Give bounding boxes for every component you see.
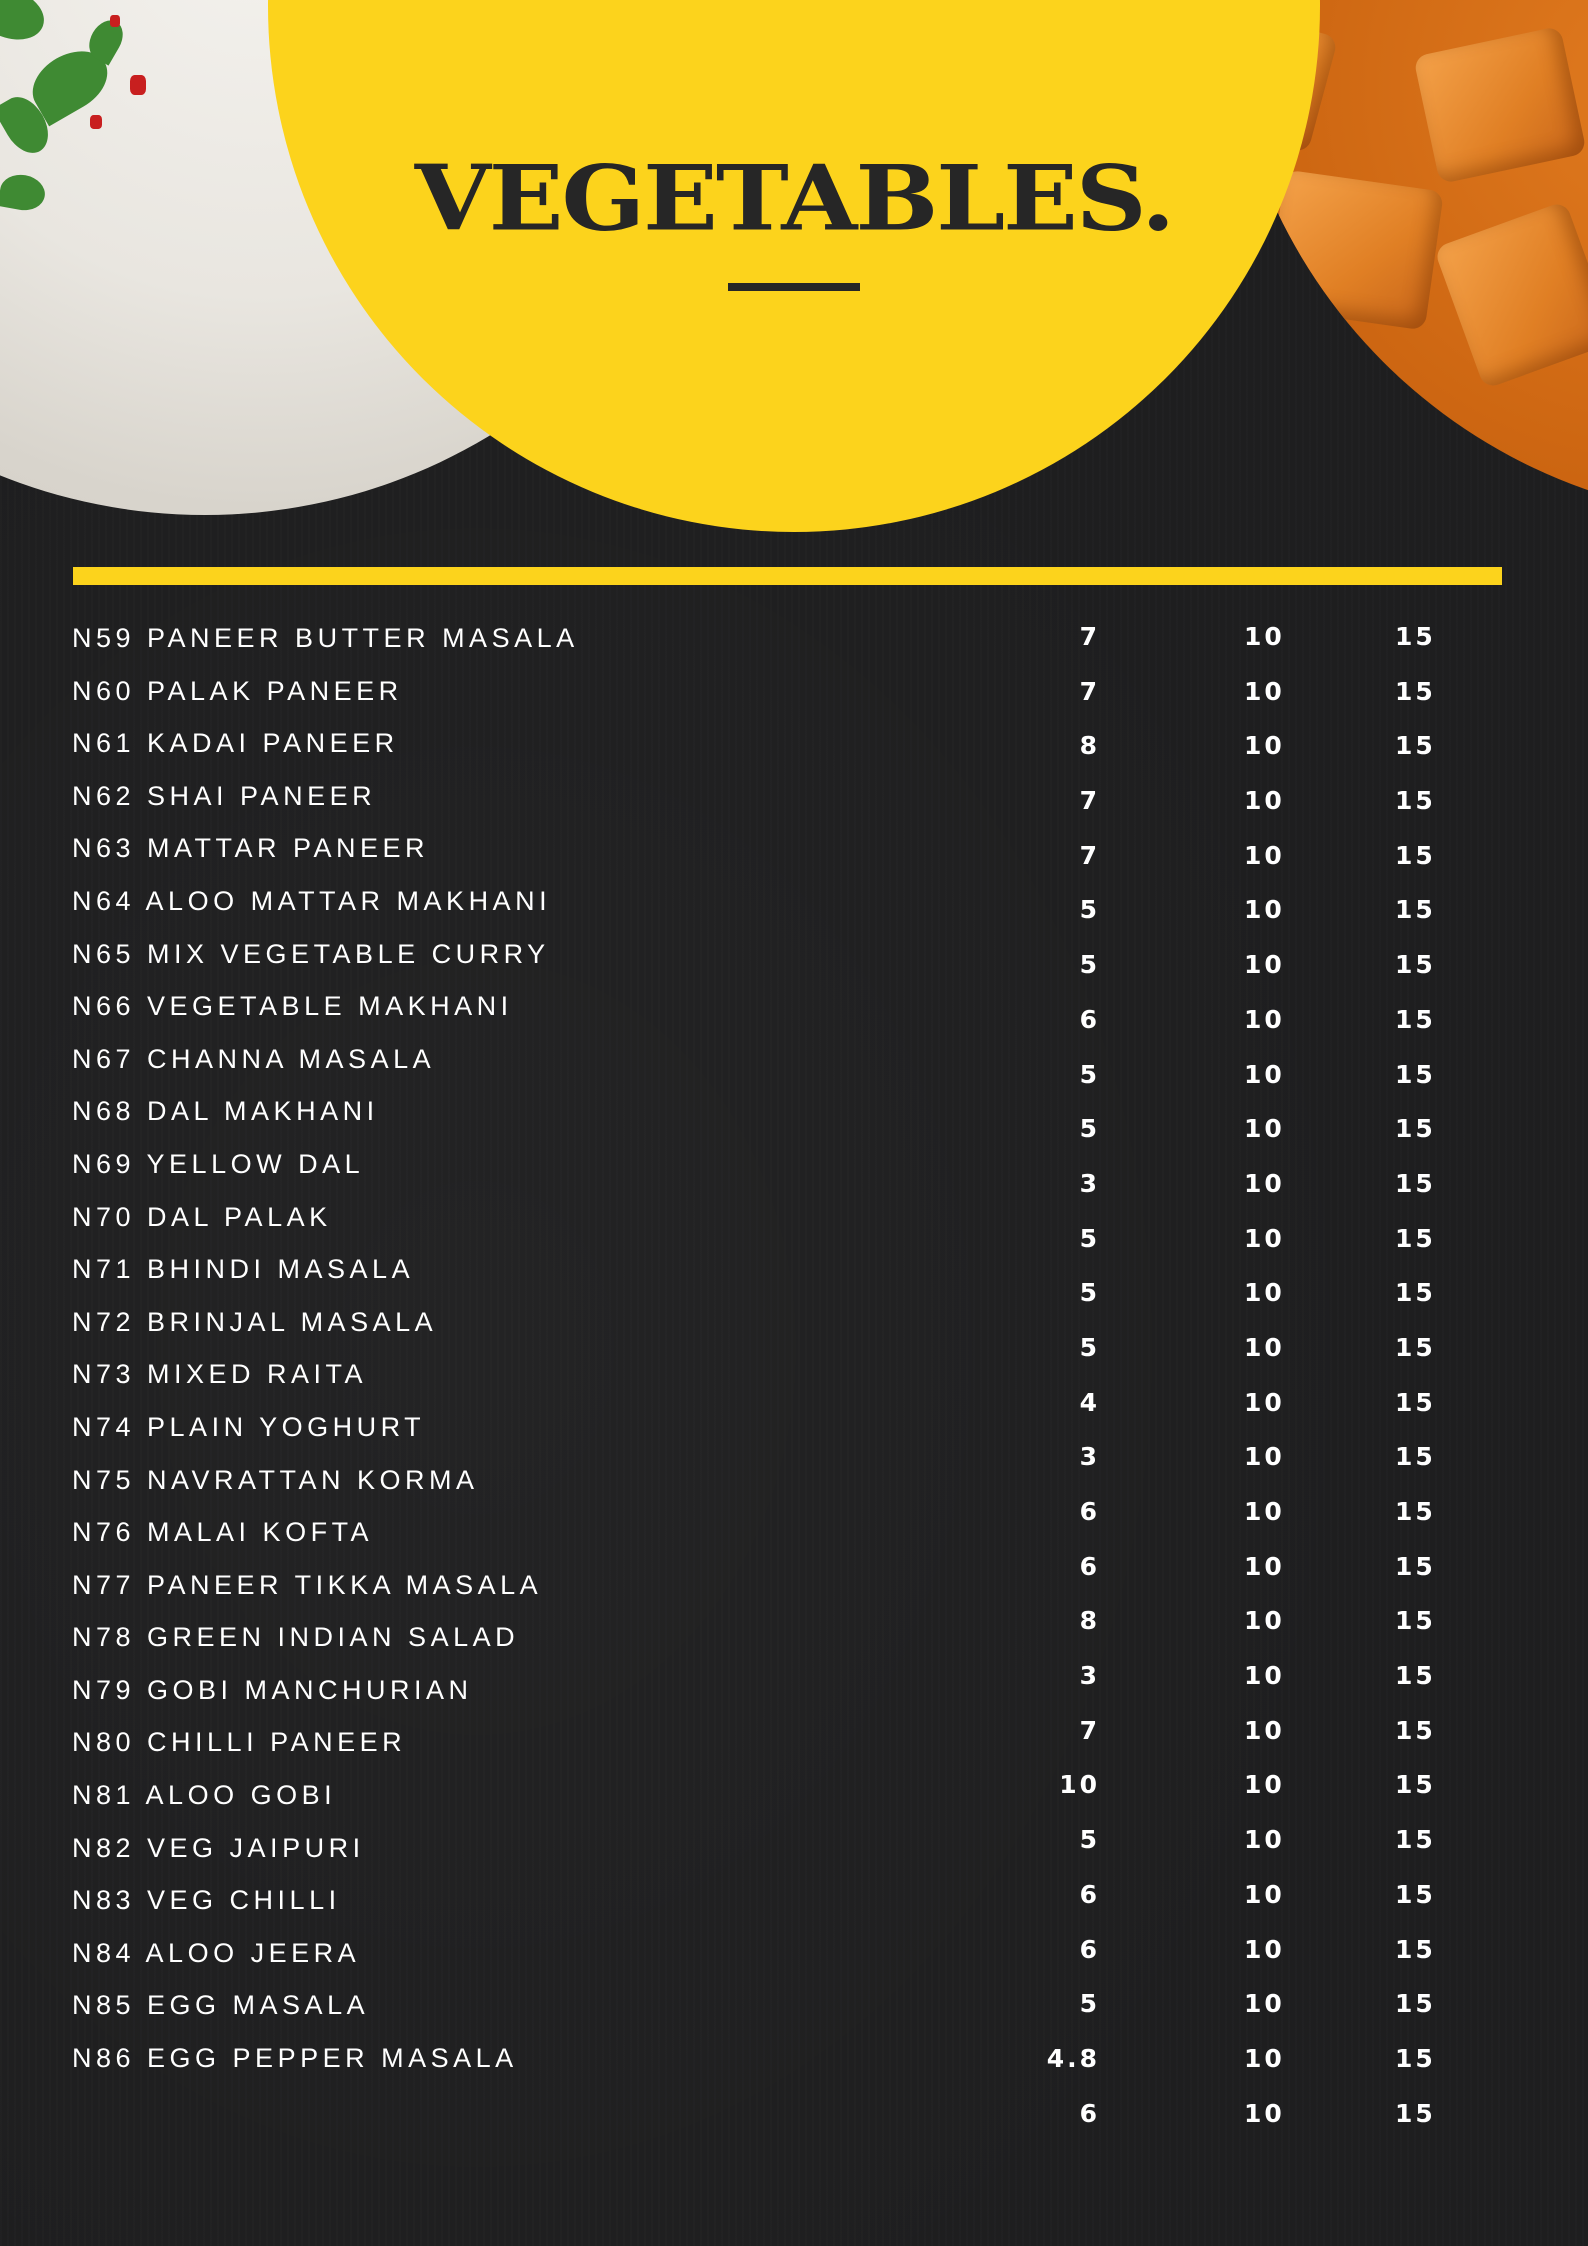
menu-item: N59 PANEER BUTTER MASALA: [72, 623, 579, 653]
price-medium: 10: [1244, 731, 1285, 761]
price-small: 5: [1079, 1059, 1100, 1089]
price-large: 15: [1395, 676, 1436, 706]
price-row: [1000, 1594, 1500, 1649]
price-large: 15: [1395, 895, 1436, 925]
price-large: 15: [1395, 1442, 1436, 1472]
price-row: [1000, 883, 1500, 938]
price-medium: 10: [1244, 676, 1285, 706]
menu-item: N79 GOBI MANCHURIAN: [72, 1674, 473, 1705]
price-small: 6: [1079, 1934, 1100, 1964]
price-row: [1000, 1266, 1500, 1321]
price-row: [1000, 938, 1500, 993]
price-large: 15: [1395, 1661, 1436, 1691]
price-row: [1000, 665, 1500, 720]
price-large: 15: [1395, 786, 1436, 816]
price-large: 15: [1395, 1879, 1436, 1909]
menu-item: N70 DAL PALAK: [72, 1201, 332, 1232]
menu-item: N66 VEGETABLE MAKHANI: [72, 991, 513, 1022]
price-medium: 10: [1244, 950, 1285, 980]
price-row: [1000, 1321, 1500, 1376]
price-large: 15: [1395, 2043, 1436, 2073]
menu-item: N71 BHINDI MASALA: [72, 1254, 415, 1285]
price-medium: 10: [1244, 1332, 1285, 1362]
price-row: [1000, 1540, 1500, 1595]
price-small: 7: [1079, 622, 1100, 651]
price-row: [1000, 1923, 1500, 1978]
price-medium: 10: [1244, 1442, 1285, 1472]
section-divider: [73, 567, 1502, 585]
menu-item: N77 PANEER TIKKA MASALA: [72, 1569, 543, 1600]
price-large: 15: [1395, 1114, 1436, 1144]
price-small: 5: [1079, 1989, 1100, 2019]
price-row: [1000, 2087, 1500, 2142]
menu-item: N83 VEG CHILLI: [72, 1885, 341, 1916]
menu-item: N64 ALOO MATTAR MAKHANI: [72, 885, 552, 916]
price-row: [1000, 1485, 1500, 1540]
price-small: 5: [1079, 1223, 1100, 1253]
menu-item: N72 BRINJAL MASALA: [72, 1306, 438, 1337]
price-row: [1000, 993, 1500, 1048]
price-row: [1000, 1758, 1500, 1813]
menu-item: N73 MIXED RAITA: [72, 1359, 368, 1390]
price-medium: 10: [1244, 1879, 1285, 1909]
menu-item: N86 EGG PEPPER MASALA: [72, 2043, 518, 2074]
price-row: [1000, 1376, 1500, 1431]
page-title: VEGETABLES.: [414, 145, 1174, 252]
price-large: 15: [1395, 1825, 1436, 1855]
price-row: [1000, 1868, 1500, 1923]
price-row: [1000, 1048, 1500, 1103]
menu-item: N61 KADAI PANEER: [72, 728, 399, 759]
price-small: 5: [1079, 895, 1100, 925]
menu-item: N62 SHAI PANEER: [72, 780, 377, 811]
price-medium: 10: [1244, 1934, 1285, 1964]
price-medium: 10: [1244, 1770, 1285, 1800]
price-row: [1000, 1813, 1500, 1868]
price-medium: 10: [1244, 1004, 1285, 1034]
price-large: 15: [1395, 1989, 1436, 2019]
price-small: 4.8: [1046, 2043, 1100, 2073]
menu-item: N65 MIX VEGETABLE CURRY: [72, 938, 550, 969]
price-large: 15: [1395, 1770, 1436, 1800]
price-large: 15: [1395, 1606, 1436, 1636]
menu-item: N80 CHILLI PANEER: [72, 1727, 407, 1758]
price-large: 15: [1395, 1223, 1436, 1253]
price-medium: 10: [1244, 840, 1285, 870]
menu-item: N84 ALOO JEERA: [72, 1937, 361, 1968]
price-large: 15: [1395, 1168, 1436, 1198]
price-row: [1000, 829, 1500, 884]
price-large: 15: [1395, 1278, 1436, 1308]
price-small: 8: [1079, 1606, 1100, 1636]
price-small: 5: [1079, 950, 1100, 980]
price-small: 5: [1079, 1332, 1100, 1362]
price-row: [1000, 610, 1500, 665]
price-large: 15: [1395, 1934, 1436, 1964]
menu-item: N81 ALOO GOBI: [72, 1780, 337, 1811]
menu-item: N78 GREEN INDIAN SALAD: [72, 1622, 520, 1653]
menu-item: N76 MALAI KOFTA: [72, 1517, 374, 1548]
price-row: [1000, 1704, 1500, 1759]
price-row: [1000, 1430, 1500, 1485]
price-small: 3: [1079, 1442, 1100, 1472]
price-medium: 10: [1244, 622, 1285, 651]
price-small: 5: [1079, 1278, 1100, 1308]
price-medium: 10: [1244, 1168, 1285, 1198]
price-medium: 10: [1244, 786, 1285, 816]
price-large: 15: [1395, 840, 1436, 870]
price-row: [1000, 2032, 1500, 2087]
price-small: 6: [1079, 2098, 1100, 2128]
menu-item: N75 NAVRATTAN KORMA: [72, 1464, 479, 1495]
price-medium: 10: [1244, 1661, 1285, 1691]
price-row: [1000, 719, 1500, 774]
price-medium: 10: [1244, 1059, 1285, 1089]
price-small: 7: [1079, 676, 1100, 706]
price-small: 6: [1079, 1551, 1100, 1581]
price-small: 10: [1059, 1770, 1100, 1800]
price-large: 15: [1395, 622, 1436, 651]
price-medium: 10: [1244, 2098, 1285, 2128]
price-large: 15: [1395, 1715, 1436, 1745]
price-large: 15: [1395, 1387, 1436, 1417]
price-row: [1000, 774, 1500, 829]
price-medium: 10: [1244, 1551, 1285, 1581]
menu-item: N82 VEG JAIPURI: [72, 1832, 365, 1863]
price-large: 15: [1395, 950, 1436, 980]
price-large: 15: [1395, 1497, 1436, 1526]
menu-item: N74 PLAIN YOGHURT: [72, 1411, 426, 1442]
price-list: [1000, 610, 1500, 2141]
price-row: [1000, 1977, 1500, 2032]
price-medium: 10: [1244, 1715, 1285, 1745]
menu-item: N68 DAL MAKHANI: [72, 1096, 379, 1127]
price-small: 6: [1079, 1879, 1100, 1909]
price-row: [1000, 1649, 1500, 1704]
price-small: 3: [1079, 1168, 1100, 1198]
price-large: 15: [1395, 1332, 1436, 1362]
menu-item-list: [72, 612, 579, 2085]
price-large: 15: [1395, 1004, 1436, 1034]
price-small: 5: [1079, 1825, 1100, 1855]
price-small: 7: [1079, 786, 1100, 816]
price-large: 15: [1395, 2098, 1436, 2128]
price-medium: 10: [1244, 1387, 1285, 1417]
price-medium: 10: [1244, 1223, 1285, 1253]
price-medium: 10: [1244, 1278, 1285, 1308]
price-medium: 10: [1244, 1606, 1285, 1636]
price-row: [1000, 1212, 1500, 1267]
price-medium: 10: [1244, 1497, 1285, 1526]
menu-item: N69 YELLOW DAL: [72, 1148, 365, 1179]
price-small: 6: [1079, 1497, 1100, 1526]
price-row: [1000, 1102, 1500, 1157]
price-large: 15: [1395, 731, 1436, 761]
price-small: 5: [1079, 1114, 1100, 1144]
price-small: 7: [1079, 840, 1100, 870]
price-small: 8: [1079, 731, 1100, 761]
price-medium: 10: [1244, 2043, 1285, 2073]
menu-item: N85 EGG MASALA: [72, 1990, 370, 2021]
price-small: 7: [1079, 1715, 1100, 1745]
menu-item: N67 CHANNA MASALA: [72, 1043, 436, 1074]
price-medium: 10: [1244, 1989, 1285, 2019]
menu-item: N60 PALAK PANEER: [72, 675, 403, 706]
price-large: 15: [1395, 1059, 1436, 1089]
price-medium: 10: [1244, 895, 1285, 925]
menu-item: N63 MATTAR PANEER: [72, 833, 430, 864]
price-medium: 10: [1244, 1114, 1285, 1144]
price-small: 6: [1079, 1004, 1100, 1034]
price-row: [1000, 1157, 1500, 1212]
price-medium: 10: [1244, 1825, 1285, 1855]
title-underline: [728, 283, 860, 291]
price-small: 4: [1079, 1387, 1100, 1417]
price-small: 3: [1079, 1661, 1100, 1691]
price-large: 15: [1395, 1551, 1436, 1581]
